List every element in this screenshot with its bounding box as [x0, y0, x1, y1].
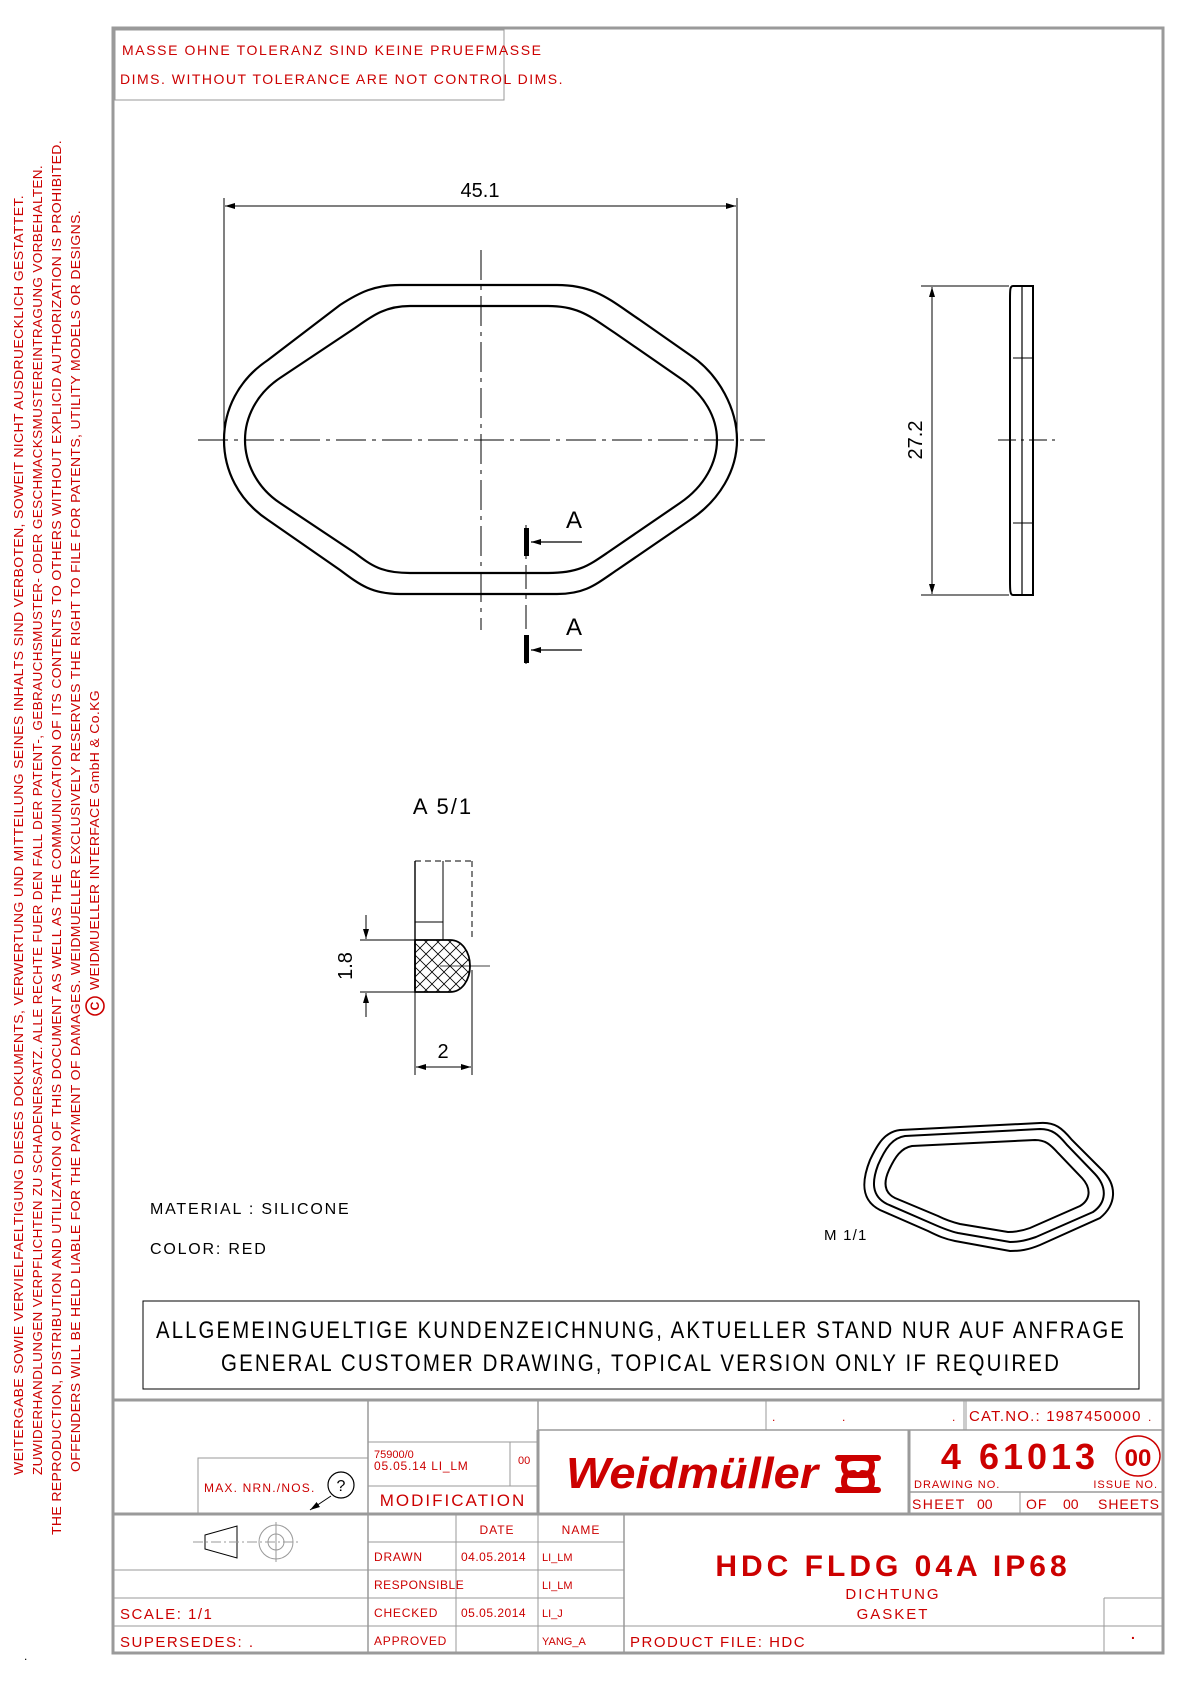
gasket-isometric-view [824, 1123, 1113, 1251]
product-subtitle-de: DICHTUNG [845, 1586, 941, 1603]
scale-label: SCALE: 1/1 [120, 1606, 214, 1623]
notice-box [115, 30, 504, 100]
drawing-no-label: DRAWING NO. [914, 1479, 1001, 1491]
copyright-line-2: ZUWIDERHANDLUNGEN VERPFLICHTEN ZU SCHADENERSATZ. ALLE RECHTE FUER DEN FALL DER PATENT-, GEBRAUCHSMUSTER- ODER GESCHMACKSMUSTEREINTRAGUNG VORBEHALTEN. [31, 266, 45, 1475]
row-drawn-date: 04.05.2014 [461, 1550, 527, 1564]
sheet-label: SHEET [912, 1496, 966, 1512]
sheet-corner-dot: . [24, 1649, 28, 1663]
copyright-notice [12, 140, 104, 1535]
section-marker-bottom: A [565, 614, 583, 641]
row-drawn-label: DRAWN [374, 1550, 423, 1564]
supersedes-label: SUPERSEDES: . [120, 1634, 255, 1651]
width-dimension-value: 45.1 [460, 180, 500, 202]
row-responsible-name: LI_LM [542, 1580, 573, 1592]
section-width-value: 2 [437, 1041, 449, 1063]
gasket-side-view [905, 286, 1058, 595]
copyright-line-1: WEITERGABE SOWIE VERVIELFAELTIGUNG DIESES DOKUMENTS, VERWERTUNG UND MITTEILUNG SEINES INHALTS SIND VERBOTEN, SOWEIT NICHT AUSDRUECKLICH GESTATTET. [12, 334, 26, 1475]
issue-number: 00 [1124, 1445, 1152, 1472]
projection-symbol-icon [193, 1522, 300, 1562]
weidmueller-logo [566, 1449, 878, 1498]
sheets-label: SHEETS [1097, 1496, 1160, 1512]
height-dimension-value: 27.2 [905, 420, 927, 460]
row-checked-label: CHECKED [374, 1606, 439, 1620]
material-line: MATERIAL : SILICONE [150, 1201, 351, 1218]
notice-line-2: DIMS. WITHOUT TOLERANCE ARE NOT CONTROL DIMS. [120, 71, 564, 87]
section-detail [335, 794, 490, 1075]
cat-no: CAT.NO.: 1987450000 [969, 1408, 1142, 1425]
of-label: OF [1026, 1496, 1048, 1512]
product-subtitle-en: GASKET [856, 1606, 930, 1623]
col-name: NAME [561, 1523, 601, 1537]
modification-label: MODIFICATION [379, 1491, 527, 1510]
tb-dot-4: . [1148, 1410, 1152, 1424]
row-checked-date: 05.05.2014 [461, 1606, 527, 1620]
copyright-holder: WEIDMUELLER INTERFACE GmbH & Co.KG [88, 722, 102, 990]
notice-line-1: MASSE OHNE TOLERANZ SIND KEINE PRUEFMASSE [122, 42, 543, 58]
banner-line-2: GENERAL CUSTOMER DRAWING, TOPICAL VERSION ONLY IF REQUIRED [221, 1350, 1061, 1377]
row-approved-name: YANG_A [542, 1636, 586, 1648]
brand-wordmark: Weidmüller [566, 1449, 822, 1498]
section-height-value: 1.8 [335, 952, 357, 980]
section-cut-marker [524, 507, 582, 664]
issue-no-label: ISSUE NO. [1093, 1479, 1158, 1491]
color-line: COLOR: RED [150, 1241, 268, 1258]
product-title: HDC FLDG 04A IP68 [715, 1550, 1071, 1583]
modification-issue: 00 [518, 1455, 531, 1467]
col-date: DATE [479, 1523, 515, 1537]
copyright-line-4: OFFENDERS WILL BE HELD LIABLE FOR THE PAYMENT OF DAMAGES. WEIDMUELLER EXCLUSIVELY RESERVES THE RIGHT TO FILE FOR PATENTS, UTILITY MODELS OR DESIGNS. [69, 346, 83, 1472]
tb-corner-dot: . [1131, 1626, 1135, 1642]
row-checked-name: LI_J [542, 1608, 563, 1620]
modification-date: 05.05.14 LI_LM [374, 1459, 469, 1473]
brand-cross-icon [838, 1458, 878, 1490]
iso-view-label: M 1/1 [824, 1227, 868, 1244]
sheet-value: 00 [977, 1496, 993, 1512]
detail-label: A 5/1 [412, 794, 474, 819]
drawing-number: 4 61013 [940, 1436, 1100, 1477]
row-responsible-label: RESPONSIBLE [374, 1578, 465, 1592]
help-icon-label: ? [336, 1478, 346, 1495]
row-drawn-name: LI_LM [542, 1552, 573, 1564]
banner-line-1: ALLGEMEINGUELTIGE KUNDENZEICHNUNG, AKTUELLER STAND NUR AUF ANFRAGE [156, 1317, 1126, 1344]
max-nrn-label: MAX. NRN./NOS. [204, 1481, 316, 1495]
tb-dot-3: . [952, 1410, 956, 1424]
product-file: PRODUCT FILE: HDC [630, 1634, 807, 1651]
row-approved-label: APPROVED [374, 1634, 448, 1648]
gasket-front-view [198, 250, 765, 630]
modification-ref: 75900/0 [374, 1449, 414, 1461]
tb-dot-2: . [842, 1410, 846, 1424]
tb-dot-1: . [772, 1410, 776, 1424]
of-value: 00 [1063, 1496, 1079, 1512]
copyright-line-3: THE REPRODUCTION, DISTRIBUTION AND UTILIZATION OF THIS DOCUMENT AS WELL AS THE COMMUNICATION OF ITS CONTENTS TO OTHERS WITHOUT EXPLICID AUTHORIZATION IS PROHIBITED. [50, 293, 64, 1535]
copyright-symbol-letter: C [88, 1001, 102, 1011]
section-marker-top: A [565, 507, 583, 534]
